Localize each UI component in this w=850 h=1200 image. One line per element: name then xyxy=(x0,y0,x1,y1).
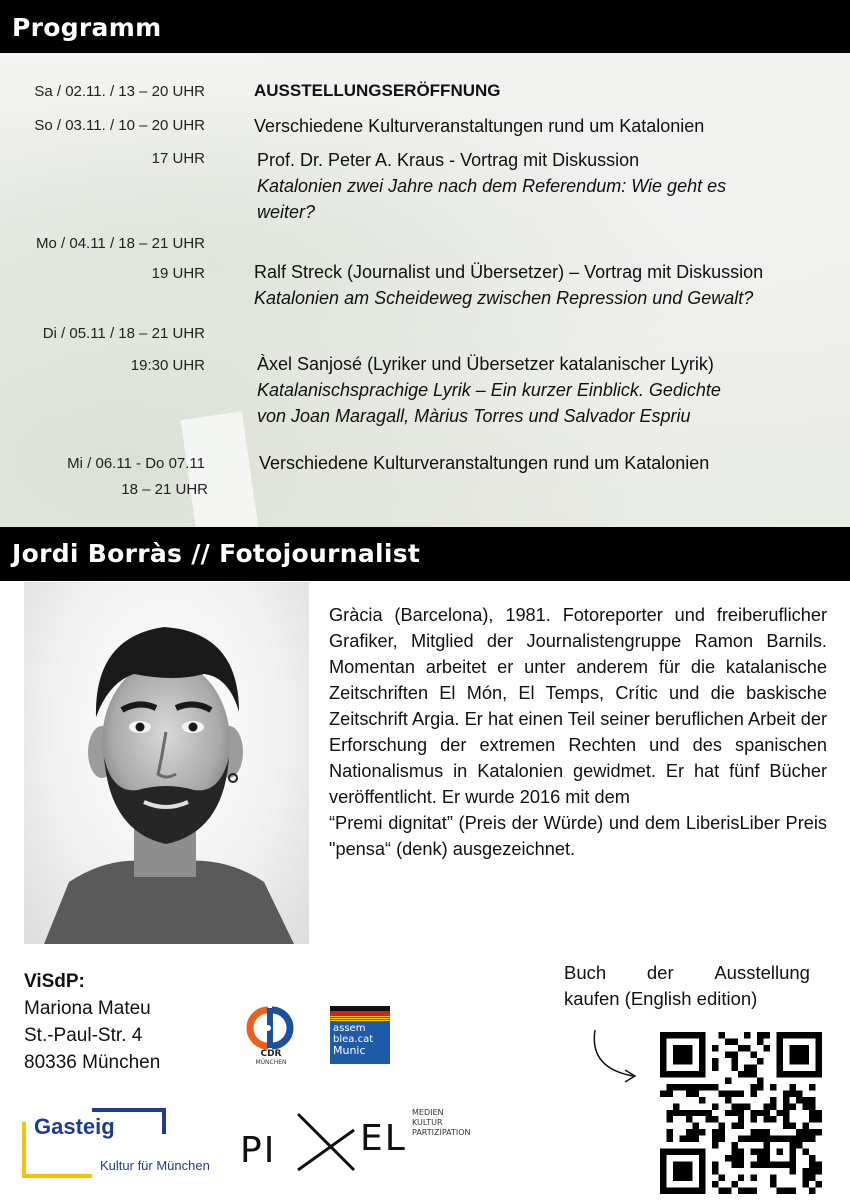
bio-header xyxy=(0,527,850,581)
pixel-line3: PARTIZIPATION xyxy=(412,1128,471,1137)
pixel-logo xyxy=(240,1104,510,1174)
program-date-8b: 18 – 21 UHR xyxy=(121,481,208,498)
assemblea-line3: Munic xyxy=(333,1044,366,1057)
buy-word-3: Ausstellung xyxy=(714,962,810,983)
pixel-line2: KULTUR xyxy=(412,1118,443,1127)
bio-title: Jordi Borràs // Fotojournalist xyxy=(12,539,421,568)
visdp-label: ViSdP: xyxy=(24,971,85,992)
gasteig-name: Gasteig xyxy=(34,1114,115,1139)
program-text-8: Verschiedene Kulturveranstaltungen rund um Katalonien xyxy=(259,453,710,473)
program-date-4: Mo / 04.11 / 18 – 21 UHR xyxy=(36,235,205,252)
cdr-logo-mark xyxy=(238,1004,304,1052)
buy-line-2: kaufen (English edition) xyxy=(564,988,758,1009)
program-talk-7: Àxel Sanjosé (Lyriker und Übersetzer katalanischer Lyrik) xyxy=(257,354,714,374)
program-date-2: So / 03.11. / 10 – 20 UHR xyxy=(34,117,205,134)
cdr-logo-sub: MÜNCHEN xyxy=(255,1059,287,1066)
program-header xyxy=(0,0,850,53)
program-section xyxy=(0,53,850,527)
program-talk-title-3a: Katalonien zwei Jahre nach dem Referendum: Wie geht es xyxy=(257,176,727,196)
cdr-logo xyxy=(238,1004,304,1066)
program-talk-title-3b: weiter? xyxy=(257,202,316,222)
assemblea-logo xyxy=(330,1006,390,1064)
visdp-city: 80336 München xyxy=(24,1052,161,1073)
bio-award: “Premi dignitat” (Preis der Würde) und dem LiberisLiber Preis "pensa“ (denk) ausgezeichnet. xyxy=(329,813,827,859)
program-date-3: 17 UHR xyxy=(151,150,205,167)
portrait-illustration xyxy=(24,582,309,944)
buy-book-text xyxy=(564,960,810,1012)
program-text-2: Verschiedene Kulturveranstaltungen rund um Katalonien xyxy=(254,116,705,136)
program-talk-title-5: Katalonien am Scheideweg zwischen Repression und Gewalt? xyxy=(254,288,754,308)
gasteig-sub: Kultur für München xyxy=(100,1158,210,1173)
assemblea-line1: assem xyxy=(333,1023,366,1034)
arrow-icon xyxy=(585,1028,645,1088)
program-talk-title-7b: von Joan Maragall, Màrius Torres und Salvador Espriu xyxy=(257,406,691,426)
buy-word-2: der xyxy=(646,962,674,983)
program-talk-title-7a: Katalanischsprachige Lyrik – Ein kurzer Einblick. Gedichte xyxy=(257,380,721,400)
visdp-block xyxy=(24,968,160,1076)
program-talk-5: Ralf Streck (Journalist und Übersetzer) – Vortrag mit Diskussion xyxy=(254,262,764,282)
program-date-8: Mi / 06.11 - Do 07.11 xyxy=(67,455,205,472)
bio-paragraph: Gràcia (Barcelona), 1981. Fotoreporter und freiberuflicher Grafiker, Mitglied der Journalistengruppe Ramon Barnils. Momentan arbeitet er unter anderem für die katalanische Zeitschriften El Món, El Temps, Crític und die baskische Zeitschrift Argia. Er hat einen Teil seiner beruflichen Arbeit der Erforschung der extremen Rechten und des spanischen Nationalismus in Katalonien gewidmet. Er hat fünf Bücher veröffentlicht. Er wurde 2016 mit dem xyxy=(329,605,827,807)
visdp-street: St.-Paul-Str. 4 xyxy=(24,1025,143,1046)
pixel-left: PI xyxy=(240,1130,277,1171)
program-text-5 xyxy=(254,259,844,311)
program-text-3 xyxy=(257,147,837,225)
program-title: Programm xyxy=(12,13,162,42)
portrait-photo xyxy=(24,582,309,944)
pixel-right: EL xyxy=(360,1118,407,1159)
program-date-6: Di / 05.11 / 18 – 21 UHR xyxy=(42,325,205,342)
program-text-7 xyxy=(257,351,837,429)
program-date-5: 19 UHR xyxy=(151,265,205,282)
program-title-1: AUSSTELLUNGSERÖFFNUNG xyxy=(254,81,501,100)
assemblea-line2: blea.cat xyxy=(333,1034,374,1045)
bio-text xyxy=(329,602,827,862)
pixel-line1: MEDIEN xyxy=(412,1108,444,1117)
qr-code[interactable] xyxy=(660,1032,822,1194)
buy-word-1: Buch xyxy=(564,962,607,983)
program-date-1: Sa / 02.11. / 13 – 20 UHR xyxy=(34,83,205,100)
program-text-1 xyxy=(254,77,501,104)
pixel-x-mark xyxy=(296,1110,356,1174)
gasteig-logo xyxy=(22,1108,232,1178)
cdr-logo-text: CDR xyxy=(260,1049,282,1059)
visdp-name: Mariona Mateu xyxy=(24,998,151,1019)
program-talk-3: Prof. Dr. Peter A. Kraus - Vortrag mit Diskussion xyxy=(257,150,640,170)
program-date-7: 19:30 UHR xyxy=(130,357,205,374)
